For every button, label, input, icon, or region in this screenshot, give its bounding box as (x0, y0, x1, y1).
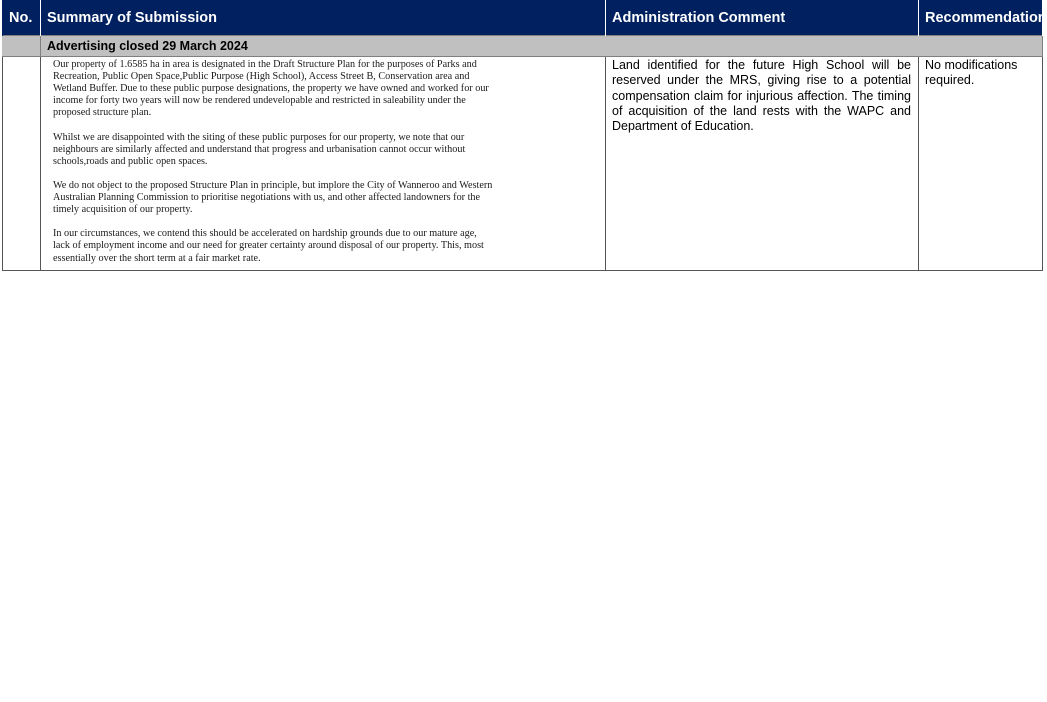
header-recommendation: Recommendation (919, 0, 1043, 36)
table-row (3, 57, 1043, 271)
section-row (3, 36, 1043, 57)
summary-paragraph: Our property of 1.6585 ha in area is designated in the Draft Structure Plan for the purposes of Parks and Recreation, Public Open Space,Public Purpose (High School), Access Street B, Conservation area and Wetland Buffer. Due to these public purpose designations, the property we have owned and worked for our income for forty two years will now be rendered undevelopable and restricted in saleability under the proposed structure plan. (53, 59, 489, 119)
row-number-cell (3, 57, 41, 271)
submissions-table (2, 0, 1047, 271)
summary-cell (41, 57, 606, 271)
header-admin-comment: Administration Comment (606, 0, 919, 36)
admin-comment-cell: Land identified for the future High School will be reserved under the MRS, giving rise to a potential compensation claim for injurious affection. The timing of acquisition of the land rests with the WAPC and Department of Education. (606, 57, 919, 271)
header-no: No. (3, 0, 41, 36)
summary-paragraph: Whilst we are disappointed with the siting of these public purposes for our property, we note that our neighbours are similarly affected and understand that progress and urbanisation cannot occur without schools,roads and public open spaces. (53, 131, 466, 167)
scanned-submission-text (41, 57, 493, 265)
header-summary: Summary of Submission (41, 0, 606, 36)
recommendation-cell: No modifications required. (919, 57, 1043, 271)
summary-paragraph: In our circumstances, we contend this should be accelerated on hardship grounds due to our mature age, lack of employment income and our need for greater certainty around disposal of our property. This, most essentially over the short term at a fair market rate. (53, 228, 484, 264)
section-no-cell (3, 36, 41, 57)
summary-paragraph: We do not object to the proposed Structure Plan in principle, but implore the City of Wanneroo and Western Australian Planning Commission to prioritise negotiations with us, and other affected landowners for the timely acquisition of our property. (53, 179, 493, 216)
section-label: Advertising closed 29 March 2024 (41, 36, 1043, 57)
table-header-row (3, 0, 1043, 36)
